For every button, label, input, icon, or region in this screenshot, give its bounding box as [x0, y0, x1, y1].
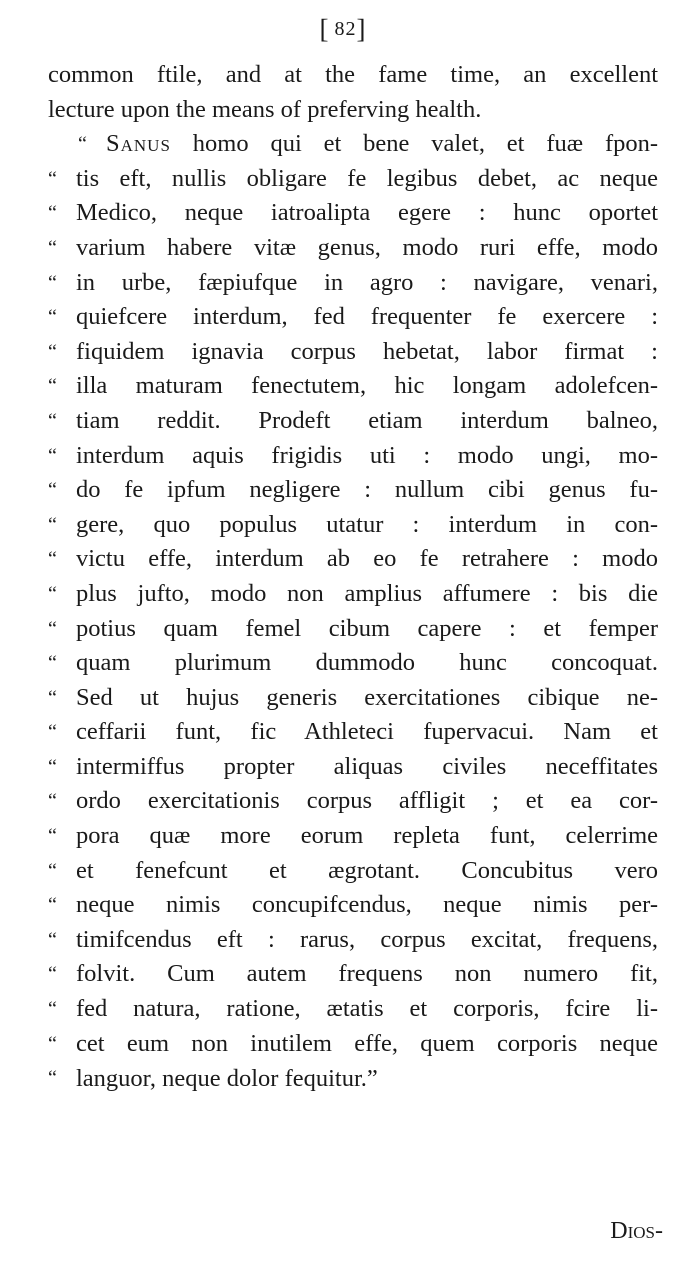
- quote-line-text: gere, quo populus utatur : interdum in con-: [76, 510, 658, 538]
- quote-line: [48, 784, 658, 819]
- quote-mark: “: [48, 894, 57, 917]
- quote-mark: “: [48, 721, 57, 744]
- quote-mark: “: [48, 790, 57, 813]
- quote-mark: “: [48, 340, 57, 363]
- quote-line: [48, 300, 658, 335]
- quote-line-text: fiquidem ignavia corpus hebetat, labor firmat :: [76, 337, 658, 365]
- quote-line: [48, 1027, 658, 1062]
- quote-line-text: varium habere vitæ genus, modo ruri effe, modo: [76, 233, 658, 261]
- quote-mark: “: [48, 652, 57, 675]
- quote-mark: “: [48, 686, 57, 709]
- quote-mark: “: [48, 998, 57, 1021]
- quote-line: [48, 542, 658, 577]
- quote-line: [48, 750, 658, 785]
- quote-line-text: languor, neque dolor fequitur.”: [76, 1065, 378, 1093]
- quote-line: [48, 404, 658, 439]
- quote-mark: “: [48, 1067, 57, 1090]
- quote-mark: “: [48, 963, 57, 986]
- quote-line-text: quam plurimum dummodo hunc concoquat.: [76, 649, 658, 677]
- text-line: lecture upon the means of preferving health.: [48, 95, 482, 123]
- page-body: [48, 58, 658, 1096]
- quote-line-text: potius quam femel cibum capere : et femper: [76, 614, 658, 642]
- catchword: Dios-: [610, 1218, 663, 1244]
- quote-mark: “: [48, 202, 57, 225]
- quote-line: [48, 577, 658, 612]
- quote-line: [48, 473, 658, 508]
- quote-mark: “: [48, 375, 57, 398]
- quote-line: [48, 266, 658, 301]
- quote-line: [48, 854, 658, 889]
- quote-first-word: Sanus: [106, 130, 171, 158]
- quote-line-text: plus jufto, modo non amplius affumere : bis die: [76, 579, 658, 607]
- quote-line: [48, 819, 658, 854]
- opening-quote-mark: “: [78, 133, 87, 156]
- quote-line-text: victu effe, interdum ab eo fe retrahere : modo: [76, 545, 658, 573]
- bracket-close: ]: [356, 14, 372, 44]
- quote-line-text: et fenefcunt et ægrotant. Concubitus vero: [76, 856, 658, 884]
- quote-mark: “: [48, 479, 57, 502]
- quote-line: [48, 508, 658, 543]
- quote-mark: “: [48, 271, 57, 294]
- quote-line-text: interdum aquis frigidis uti : modo ungi, mo-: [76, 441, 658, 469]
- quote-line-text: ordo exercitationis corpus affligit ; et ea cor-: [76, 787, 658, 815]
- quote-mark: “: [48, 1032, 57, 1055]
- quote-line: [48, 992, 658, 1027]
- quote-mark: “: [48, 825, 57, 848]
- quote-line: [48, 715, 658, 750]
- quote-line-text: tis eft, nullis obligare fe legibus debet, ac neque: [76, 164, 658, 192]
- quote-mark: “: [48, 409, 57, 432]
- text-line: common ftile, and at the fame time, an excellent: [48, 61, 658, 88]
- quote-mark: “: [48, 306, 57, 329]
- quote-mark: “: [48, 444, 57, 467]
- quote-line-text: folvit. Cum autem frequens non numero fit,: [76, 960, 658, 988]
- bracket-open: [: [319, 14, 335, 44]
- quote-line-text: timifcendus eft : rarus, corpus excitat, frequens,: [76, 925, 658, 953]
- quote-line-text: pora quæ more eorum repleta funt, celerrime: [76, 822, 658, 850]
- quote-line: [48, 231, 658, 266]
- quote-first-line-text: [106, 127, 658, 162]
- quote-line: [48, 681, 658, 716]
- quote-mark: “: [48, 236, 57, 259]
- quote-mark: “: [48, 755, 57, 778]
- quote-line-text: quiefcere interdum, fed frequenter fe exercere :: [76, 303, 658, 331]
- quote-line: [48, 612, 658, 647]
- quote-mark: “: [48, 859, 57, 882]
- quote-line: [48, 335, 658, 370]
- quote-line-text: do fe ipfum negligere : nullum cibi genus fu-: [76, 476, 658, 504]
- quote-line: [48, 162, 658, 197]
- quote-line-text: Sed ut hujus generis exercitationes cibique ne-: [76, 683, 658, 711]
- quote-line-text: illa maturam fenectutem, hic longam adolefcen-: [76, 372, 658, 400]
- quote-line-text: Medico, neque iatroalipta egere : hunc oportet: [76, 199, 658, 227]
- quote-line-text: ceffarii funt, fic Athleteci fupervacui. Nam et: [76, 718, 658, 746]
- quote-mark: “: [48, 617, 57, 640]
- quote-line: [48, 957, 658, 992]
- quote-line-text: cet eum non inutilem effe, quem corporis neque: [76, 1029, 658, 1057]
- quote-line-text: tiam reddit. Prodeft etiam interdum balneo,: [76, 406, 658, 434]
- quote-line-text: in urbe, fæpiufque in agro : navigare, venari,: [76, 268, 658, 296]
- quote-mark: “: [48, 513, 57, 536]
- quote-mark: “: [48, 582, 57, 605]
- quote-line-text: intermiffus propter aliquas civiles neceffitates: [76, 752, 658, 780]
- quote-line: [48, 369, 658, 404]
- quote-line-text: neque nimis concupifcendus, neque nimis per-: [76, 891, 658, 919]
- quote-line: [48, 439, 658, 474]
- quote-mark: “: [48, 928, 57, 951]
- quote-lines: [48, 162, 658, 1096]
- quote-line: [48, 196, 658, 231]
- quote-line-text: fed natura, ratione, ætatis et corporis, fcire li-: [76, 995, 658, 1023]
- quote-first-line-rest: homo qui et bene valet, et fuæ fpon-: [192, 130, 659, 158]
- quote-mark: “: [48, 167, 57, 190]
- quote-mark: “: [48, 548, 57, 571]
- page-header: [0, 14, 691, 45]
- quote-line: [48, 888, 658, 923]
- quote-line: [48, 1061, 658, 1096]
- quote-first-line: [48, 127, 658, 162]
- quote-line: [48, 923, 658, 958]
- page-number: 82: [334, 18, 357, 40]
- quote-line: [48, 646, 658, 681]
